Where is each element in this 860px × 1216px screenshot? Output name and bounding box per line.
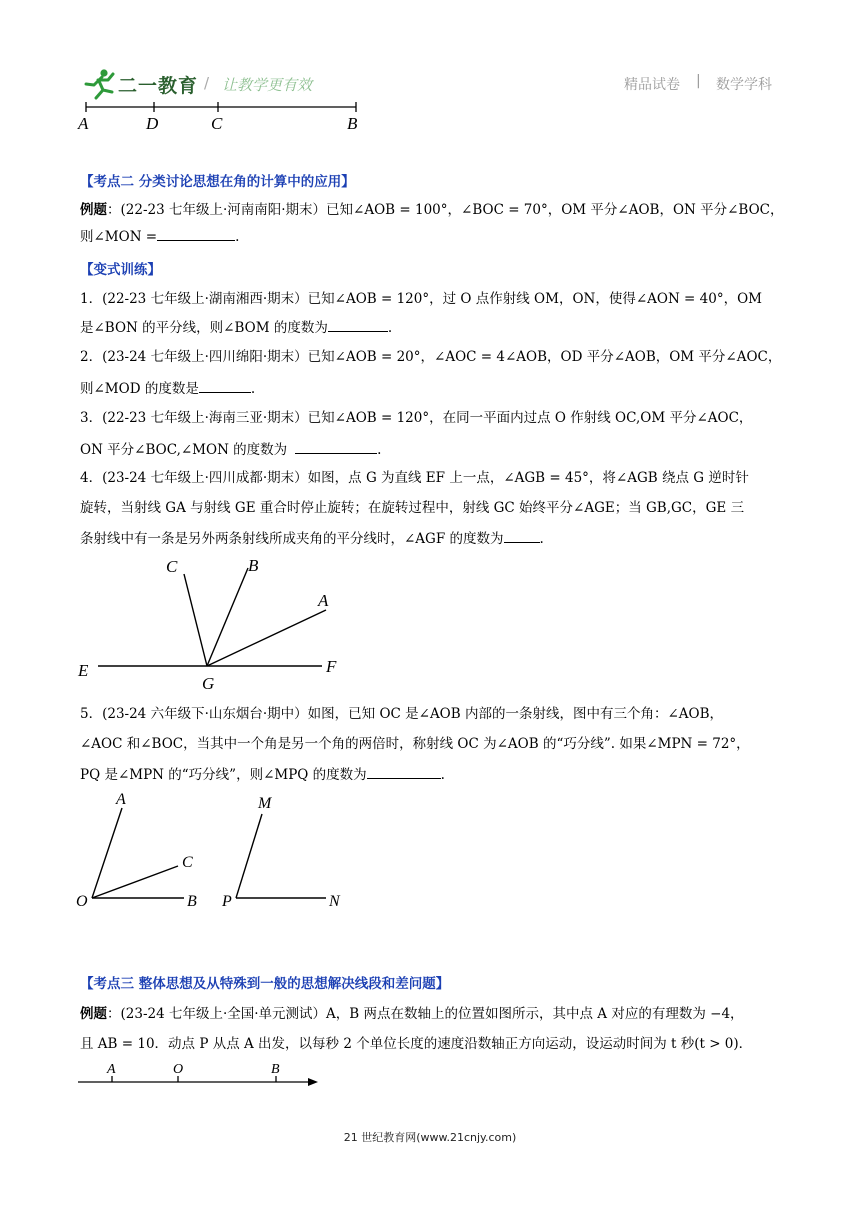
- label-a: A: [78, 114, 89, 133]
- example-line-2: 则∠MON = .: [80, 226, 785, 247]
- q5-line-2: ∠AOC 和∠BOC，当其中一个角是另一个角的两倍时，称射线 OC 为∠AOB 的“巧分线”. 如果∠MPN = 72°，: [80, 736, 750, 752]
- header-subject: 数学学科: [716, 77, 772, 93]
- label-g: G: [202, 674, 215, 692]
- q2-line-2: 则∠MOD 的度数是 .: [80, 378, 785, 399]
- q4-line-1: 4．(23-24 七年级上·四川成都·期末）如图，点 G 为直线 EF 上一点，∠AGB = 45°，将∠AGB 绕点 G 逆时针: [80, 470, 749, 486]
- label-p: P: [222, 893, 232, 910]
- q4-line-2: 旋转，当射线 GA 与射线 GE 重合时停止旋转；在旋转过程中，射线 GC 始终平分∠AGE；当 GB,GC，GE 三: [80, 500, 745, 516]
- segment-figure: [70, 96, 380, 136]
- ray-pm: [236, 814, 262, 898]
- example-label: 例题: [80, 202, 107, 218]
- answer-blank: [504, 528, 540, 543]
- ray-oa: [92, 808, 122, 898]
- ray-gb: [207, 568, 248, 666]
- angle-mpn: [221, 795, 341, 910]
- label-a: A: [116, 791, 126, 808]
- variant-title: 【变式训练】: [80, 262, 161, 278]
- q5-angle-figure: [70, 790, 360, 914]
- angle-aob: [76, 791, 197, 910]
- label-c: C: [166, 557, 178, 576]
- q1-line-1: 1．(22-23 七年级上·湖南湘西·期末）已知∠AOB = 120°，过 O 点作射线 OM，ON，使得∠AON = 40°，OM: [80, 291, 762, 307]
- brand-name: 二一教育: [118, 75, 199, 97]
- footer-text: 21 世纪教育网(www.21cnjy.com): [343, 1131, 517, 1144]
- q5-line-1: 5．(23-24 六年级下·山东烟台·期中）如图，已知 OC 是∠AOB 内部的一条射线，图中有三个角：∠AOB，: [80, 706, 724, 722]
- label-c: C: [182, 854, 193, 871]
- label-e: E: [78, 661, 89, 680]
- label-b: B: [248, 556, 259, 575]
- label-f: F: [326, 657, 337, 676]
- answer-blank: [199, 378, 251, 393]
- header-slogan: 让教学更有效: [222, 76, 313, 94]
- example-line-1: 例题：(22-23 七年级上·河南南阳·期末）已知∠AOB = 100°，∠BOC = 70°，OM 平分∠AOB，ON 平分∠BOC，: [80, 202, 784, 218]
- header-divider: |: [696, 73, 701, 89]
- number-line-figure: [70, 1058, 330, 1092]
- label-d: D: [146, 114, 159, 133]
- answer-blank: [367, 764, 441, 779]
- answer-blank: [157, 226, 235, 241]
- section2-title: 【考点二 分类讨论思想在角的计算中的应用】: [80, 174, 355, 190]
- label-a: A: [318, 591, 329, 610]
- label-m: M: [258, 795, 272, 812]
- label-o: O: [173, 1062, 184, 1077]
- q3-line-1: 3．(22-23 七年级上·海南三亚·期末）已知∠AOB = 120°，在同一平面内过点 O 作射线 OC,OM 平分∠AOC，: [80, 410, 753, 426]
- label-b: B: [271, 1062, 280, 1077]
- answer-blank: [295, 439, 377, 454]
- label-b: B: [187, 893, 197, 910]
- section3-example-line-1: 例题：(23-24 七年级上·全国·单元测试）A，B 两点在数轴上的位置如图所示，其中点 A 对应的有理数为 −4，: [80, 1006, 744, 1022]
- q3-line-2: ON 平分∠BOC,∠MON 的度数为 .: [80, 439, 785, 460]
- ray-gc: [184, 574, 207, 666]
- q2-line-1: 2．(23-24 七年级上·四川绵阳·期末）已知∠AOB = 20°，∠AOC = 4∠AOB，OD 平分∠AOB，OM 平分∠AOC，: [80, 349, 782, 365]
- label-b: B: [347, 114, 358, 133]
- label-n: N: [329, 893, 340, 910]
- q5-line-3: PQ 是∠MPN 的“巧分线”，则∠MPQ 的度数为 .: [80, 764, 785, 785]
- ray-ga: [207, 610, 326, 666]
- q4-angle-figure: [70, 552, 360, 692]
- label-a: A: [107, 1062, 116, 1077]
- q4-line-3: 条射线中有一条是另外两条射线所成夹角的平分线时，∠AGF 的度数为 .: [80, 528, 785, 549]
- answer-blank: [328, 317, 388, 332]
- section3-example-line-2: 且 AB = 10．动点 P 从点 A 出发，以每秒 2 个单位长度的速度沿数轴正方向运动，设运动时间为 t 秒(t > 0)．: [80, 1036, 753, 1052]
- section3-title: 【考点三 整体思想及从特殊到一般的思想解决线段和差问题】: [80, 976, 450, 992]
- header-slash: /: [204, 74, 210, 92]
- header-category: 精品试卷: [624, 77, 680, 93]
- ray-oc: [92, 866, 178, 898]
- example-label: 例题: [80, 1006, 107, 1022]
- q1-line-2: 是∠BON 的平分线，则∠BOM 的度数为 .: [80, 317, 785, 338]
- label-o: O: [76, 893, 88, 910]
- label-c: C: [211, 114, 223, 133]
- arrow-right-icon: [308, 1078, 318, 1086]
